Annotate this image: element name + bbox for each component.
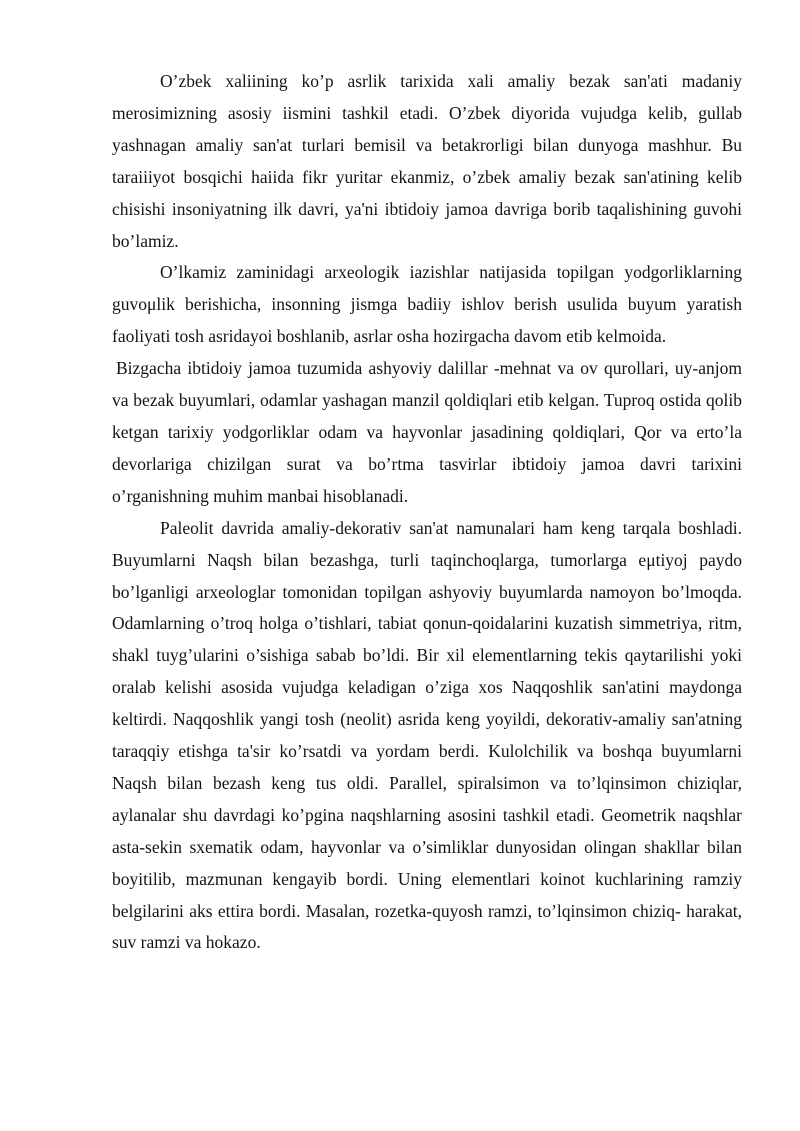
paragraph-4: Paleolit davrida amaliy-dekorativ san'at namunalari ham keng tarqala boshladi. Buyumlarni Naqsh bilan bezashga, turli taqinchoqlarga, tumorlarga eμtiyoj paydo bo’lganligi arxeologlar tomonidan topilgan ashyoviy buyumlarda namoyon bo’lmoqda. Odamlarning o’troq holga o’tishlari, tabiat qonun-qoidalarini kuzatish simmetriya, ritm, shakl tuyg’ularini o’sishiga sabab bo’ldi. Bir xil elementlarning tekis qaytarilishi yoki oralab kelishi asosida vujudga keladigan o’ziga xos Naqqoshlik san'atini maydonga keltirdi. Naqqoshlik yangi tosh (neolit) asrida keng yoyildi, dekorativ-amaliy san'atning taraqqiy etishga ta'sir ko’rsatdi va yordam berdi. Kulolchilik va boshqa buyumlarni Naqsh bilan bezash keng tus oldi. Parallel, spiralsimon va to’lqinsimon chiziqlar, aylanalar shu davrdagi ko’pgina naqshlarning asosini tashkil etadi. Geometrik naqshlar asta-sekin sxematik odam, hayvonlar va o’simliklar dunyosidan olingan shakllar bilan boyitilib, mazmunan kengayib bordi. Uning elementlari koinot kuchlarining ramziy belgilarini aks ettira bordi. Masalan, rozetka-quyosh ramzi, to’lqinsimon chiziq- harakat, suv ramzi va hokazo. [112,517,742,953]
document-page [112,66,742,959]
paragraph-3: Bizgacha ibtidoiy jamoa tuzumida ashyoviy dalillar -mehnat va ov qurollari, uy-anjom va bezak buyumlari, odamlar yashagan manzil qoldiqlari etib kelgan. Tuproq ostida qolib ketgan tarixiy yodgorliklar odam va hayvonlar jasadining qoldiqlari, Qor va erto’la devorlariga chizilgan surat va bo’rtma tasvirlar ibtidoiy jamoa davri tarixini o’rganishning muhim manbai hisoblanadi. [112,358,742,506]
paragraph-1: O’zbek xaliining ko’p asrlik tarixida xali amaliy bezak san'ati madaniy merosimizning asosiy iismini tashkil etadi. O’zbek diyorida vujudga kelib, gullab yashnagan amaliy san'at turlari bemisil va betakrorligi bilan dunyoga mashhur. Bu taraiiiyot bosqichi haiida fikr yuritar ekanmiz, o’zbek amaliy bezak san'atining kelib chisishi insoniyatning ilk davri, ya'ni ibtidoiy jamoa davriga borib taqalishining guvohi bo’lamiz. [112,71,742,251]
paragraph-2: O’lkamiz zaminidagi arxeologik iazishlar natijasida topilgan yodgorliklarning guvoμlik berishicha, insonning jismga badiiy ishlov berish usulida buyum yaratish faoliyati tosh asridayoi boshlanib, asrlar osha hozirgacha davom etib kelmoida. [112,262,742,347]
